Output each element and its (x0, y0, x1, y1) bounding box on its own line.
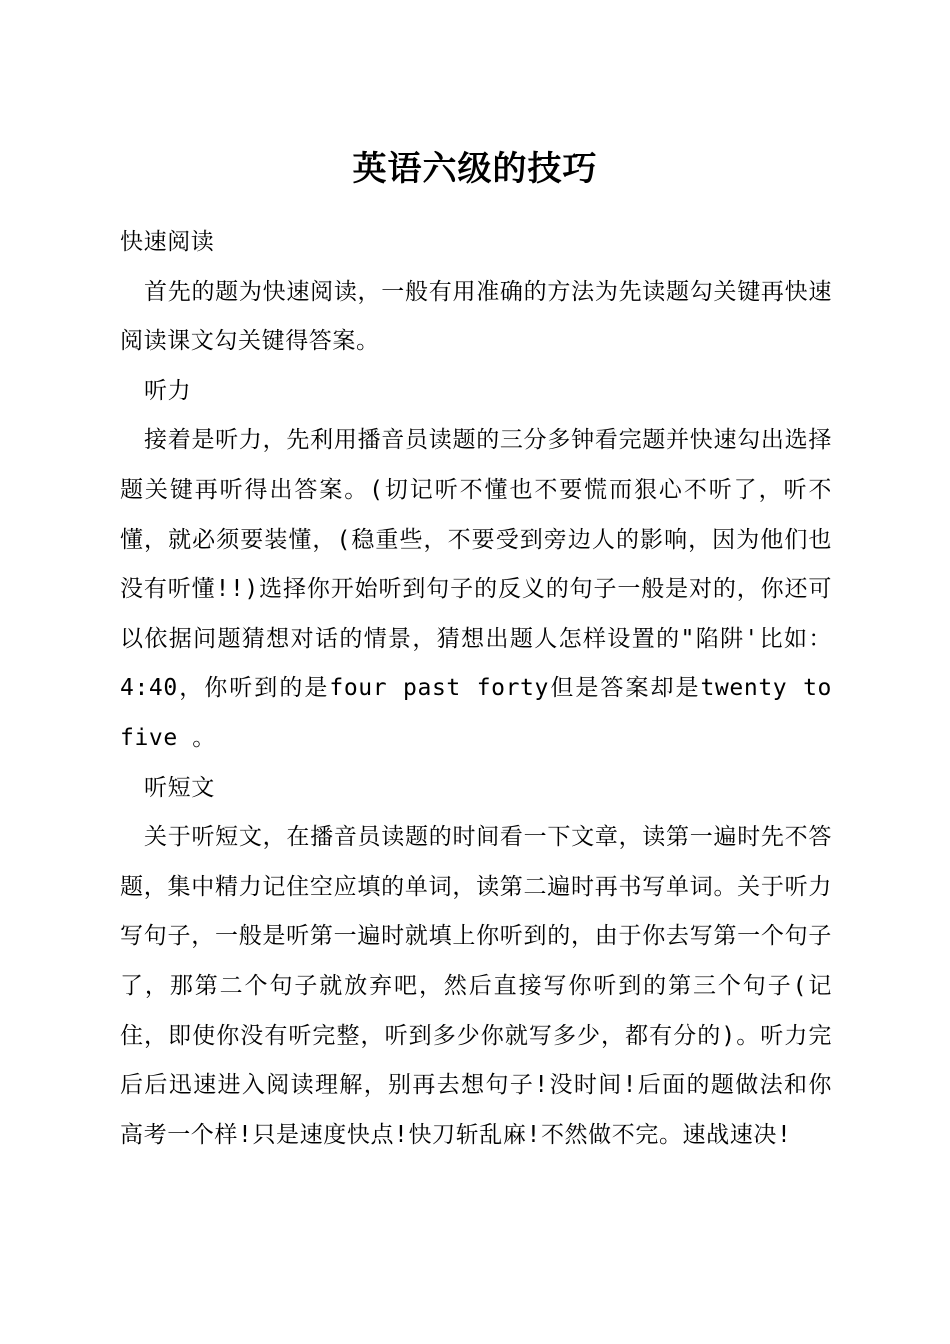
paragraph-fast-reading: 首先的题为快速阅读，一般有用准确的方法为先读题勾关键再快速阅读课文勾关键得答案。 (120, 278, 832, 355)
paragraph-short-passage: 关于听短文，在播音员读题的时间看一下文章，读第一遍时先不答题，集中精力记住空应填的单词，读第二遍时再书写单词。关于听力写句子，一般是听第一遍时就填上你听到的，由于你去写第一个句子了，那第二个句子就放弃吧，然后直接写你听到的第三个句子(记住，即使你没有听完整，听到多少你就写多少，都有分的)。听力完后后迅速进入阅读理解，别再去想句子!没时间!后面的题做法和你高考一个样!只是速度快点!快刀斩乱麻!不然做不完。速战速决! (120, 824, 832, 1148)
paragraph-listening: 接着是听力，先利用播音员读题的三分多钟看完题并快速勾出选择题关键再听得出答案。(切记听不懂也不要慌而狠心不听了，听不懂，就必须要装懂，(稳重些，不要受到旁边人的影响，因为他们也没有听懂!!)选择你开始听到句子的反义的句子一般是对的，你还可以依据问题猜想对话的情景，猜想出题人怎样设置的"陷阱'比如：4:40，你听到的是four past forty但是答案却是twenty to five 。 (120, 427, 832, 751)
document-body (120, 218, 832, 1160)
document-title: 英语六级的技巧 (352, 149, 598, 189)
section-heading-listening: 听力 (144, 377, 192, 404)
section-heading-fast-reading: 快速阅读 (120, 229, 215, 255)
section-heading-short-passage: 听短文 (144, 774, 215, 801)
